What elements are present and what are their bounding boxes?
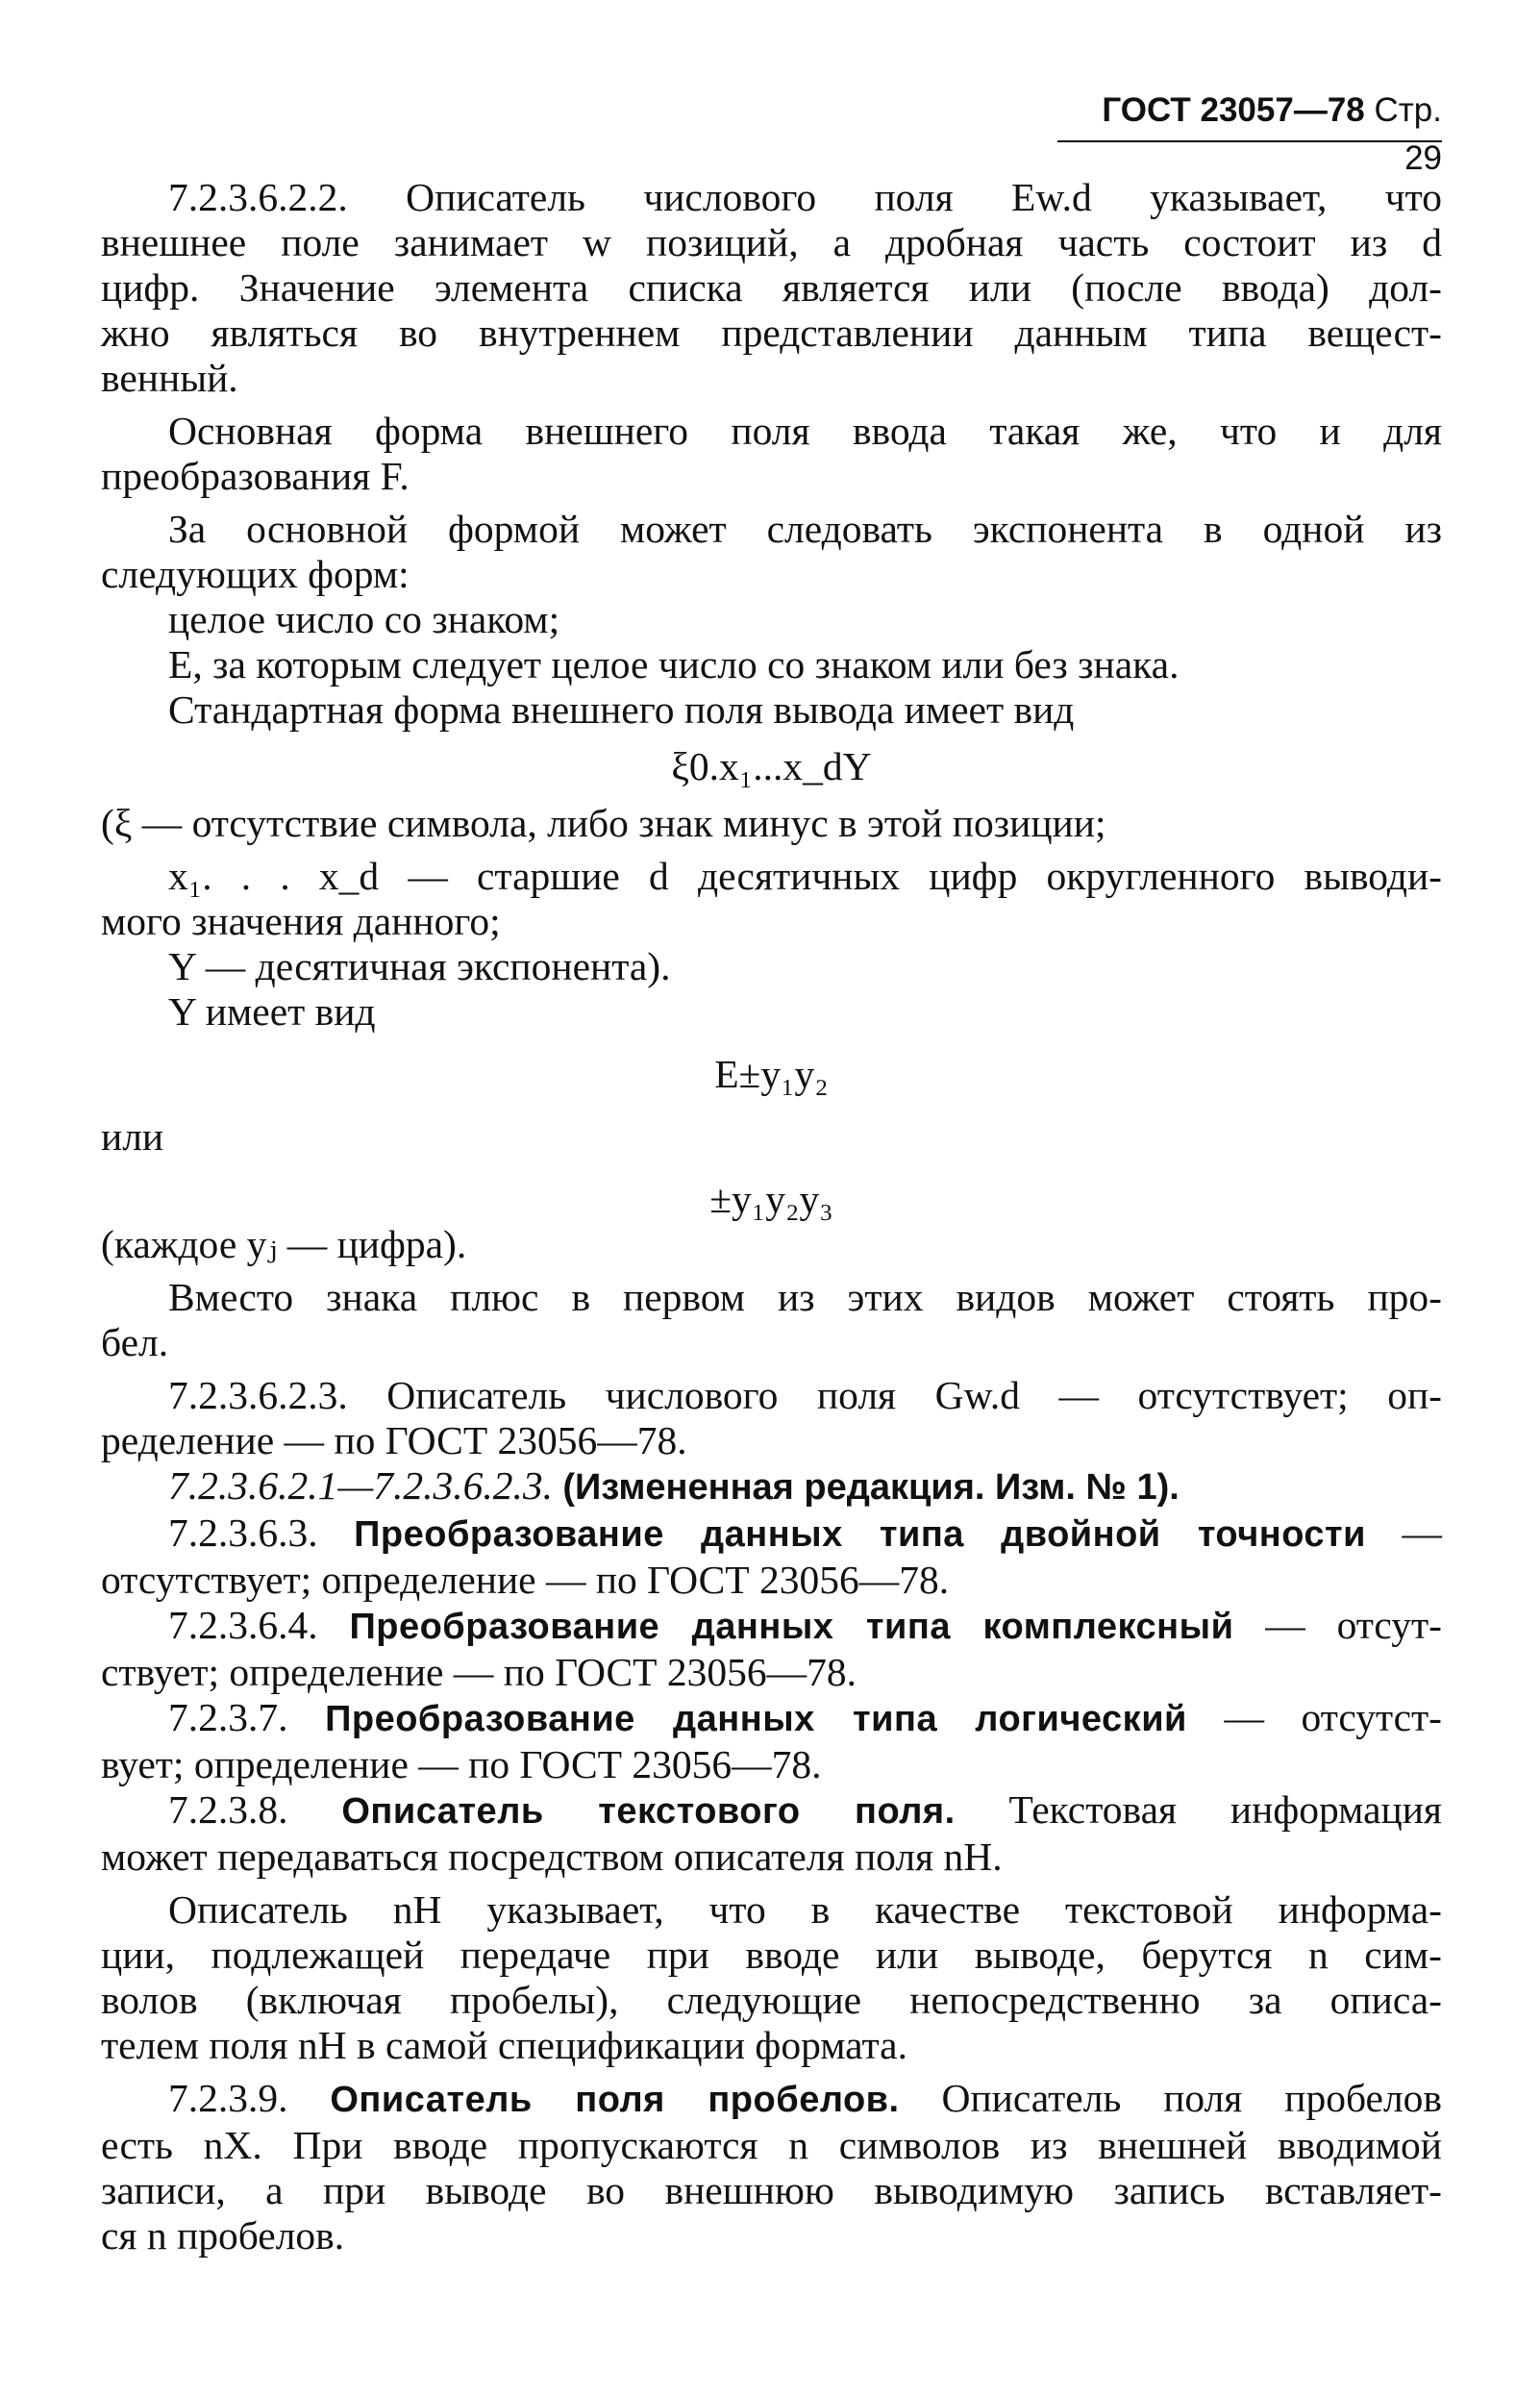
formula-output-form: ξ0.x₁...x_dY — [671, 744, 872, 788]
text-line: мого значения данного; — [101, 899, 501, 943]
text-line: За основной формой может следовать экспонента в одной из — [168, 507, 1442, 551]
text-line: 7.2.3.6.2.3. Описатель числового поля Gw.d — отсутствует; оп- — [168, 1373, 1442, 1417]
amendment-note — [101, 1463, 1442, 1510]
text-line: Y — десятичная экспонента). — [168, 944, 671, 988]
text-line: телем поля nH в самой спецификации формата. — [101, 2023, 907, 2067]
text-line: 7.2.3.8. Описатель текстового поля. Текстовая информация — [168, 1787, 1443, 1832]
header-page-number: Стр. 29 — [1374, 91, 1442, 177]
text-line: 7.2.3.6.3. Преобразование данных типа двойной точности — — [168, 1510, 1442, 1555]
text-line: Е, за которым следует целое число со знаком или без знака. — [168, 642, 1180, 686]
text-line: ции, подлежащей передаче при вводе или выводе, берутся n сим- — [101, 1933, 1442, 1977]
text-line: отсутствует; определение — по ГОСТ 23056—78. — [101, 1558, 950, 1602]
text-line: может передаваться посредством описателя поля nH. — [101, 1834, 1003, 1879]
text-line: Y имеет вид — [168, 989, 376, 1034]
text-line: записи, а при выводе во внешнюю выводимую запись вставляет- — [101, 2168, 1442, 2212]
amendment-label: (Измененная редакция. Изм. № 1). — [562, 1467, 1180, 1508]
text-line: следующих форм: — [101, 552, 410, 596]
text-line: ределение — по ГОСТ 23056—78. — [101, 1418, 687, 1462]
text-line: Основная форма внешнего поля ввода такая же, что и для — [168, 409, 1442, 453]
clause-number: 7.2.3.8. — [168, 1787, 288, 1832]
header-doc-number: ГОСТ 23057—78 — [1102, 91, 1365, 129]
text-line: волов (включая пробелы), следующие непосредственно за описа- — [101, 1978, 1442, 2022]
text-line: 7.2.3.7. Преобразование данных типа логический — отсутст- — [168, 1695, 1443, 1739]
text-line: внешнее поле занимает w позиций, а дробная часть состоит из d — [101, 220, 1442, 264]
text-line: Описатель nH указывает, что в качестве текстовой информа- — [168, 1887, 1442, 1932]
formula-exponent-2: ±y₁y₂y₃ — [709, 1177, 833, 1221]
clause-number: 7.2.3.7. — [168, 1695, 288, 1739]
text-line: цифр. Значение элемента списка является или (после ввода) дол- — [101, 265, 1442, 310]
text-line: венный. — [101, 356, 238, 400]
text-line: ствует; определение — по ГОСТ 23056—78. — [101, 1650, 857, 1694]
clause-title: Преобразование данных типа двойной точности — [354, 1514, 1367, 1555]
text-line: жно являться во внутреннем представлении данным типа вещест- — [101, 311, 1442, 355]
amendment-ref: 7.2.3.6.2.1—7.2.3.6.2.3. — [168, 1463, 554, 1508]
clause-title: Описатель текстового поля. — [341, 1791, 956, 1832]
clause-title: Преобразование данных типа логический — [325, 1699, 1187, 1739]
page-header — [1057, 87, 1442, 177]
text-line: 7.2.3.6.4. Преобразование данных типа комплексный — отсут- — [168, 1603, 1442, 1647]
text-line: (каждое yⱼ — цифра). — [101, 1222, 467, 1266]
text-line: вует; определение — по ГОСТ 23056—78. — [101, 1742, 822, 1786]
text-line: Стандартная форма внешнего поля вывода имеет вид — [168, 687, 1075, 732]
text-line: преобразования F. — [101, 454, 410, 498]
clause-number: 7.2.3.9. — [168, 2076, 288, 2120]
formula-exponent-1: E±y₁y₂ — [714, 1052, 829, 1096]
clause-title: Преобразование данных типа комплексный — [349, 1607, 1234, 1647]
text-line: Вместо знака плюс в первом из этих видов может стоять про- — [168, 1275, 1442, 1319]
text-line: 7.2.3.9. Описатель поля пробелов. Описатель поля пробелов — [168, 2076, 1443, 2120]
text-line: x₁. . . x_d — старшие d десятичных цифр округленного выводи- — [168, 854, 1442, 898]
document-body — [101, 175, 1442, 2259]
text-line: бел. — [101, 1320, 169, 1364]
clause-number: 7.2.3.6.3. — [168, 1510, 318, 1555]
clause-title: Описатель поля пробелов. — [330, 2080, 900, 2120]
text-line: есть nX. При вводе пропускаются n символов из внешней вводимой — [101, 2123, 1442, 2167]
text-line: (ξ — отсутствие символа, либо знак минус в этой позиции; — [101, 801, 1106, 845]
text-line: ся n пробелов. — [101, 2213, 345, 2258]
text-line: или — [101, 1114, 164, 1159]
clause-number: 7.2.3.6.4. — [168, 1603, 318, 1647]
text-line: 7.2.3.6.2.2. Описатель числового поля Ew.d указывает, что — [168, 175, 1442, 219]
text-line: целое число со знаком; — [168, 597, 560, 641]
